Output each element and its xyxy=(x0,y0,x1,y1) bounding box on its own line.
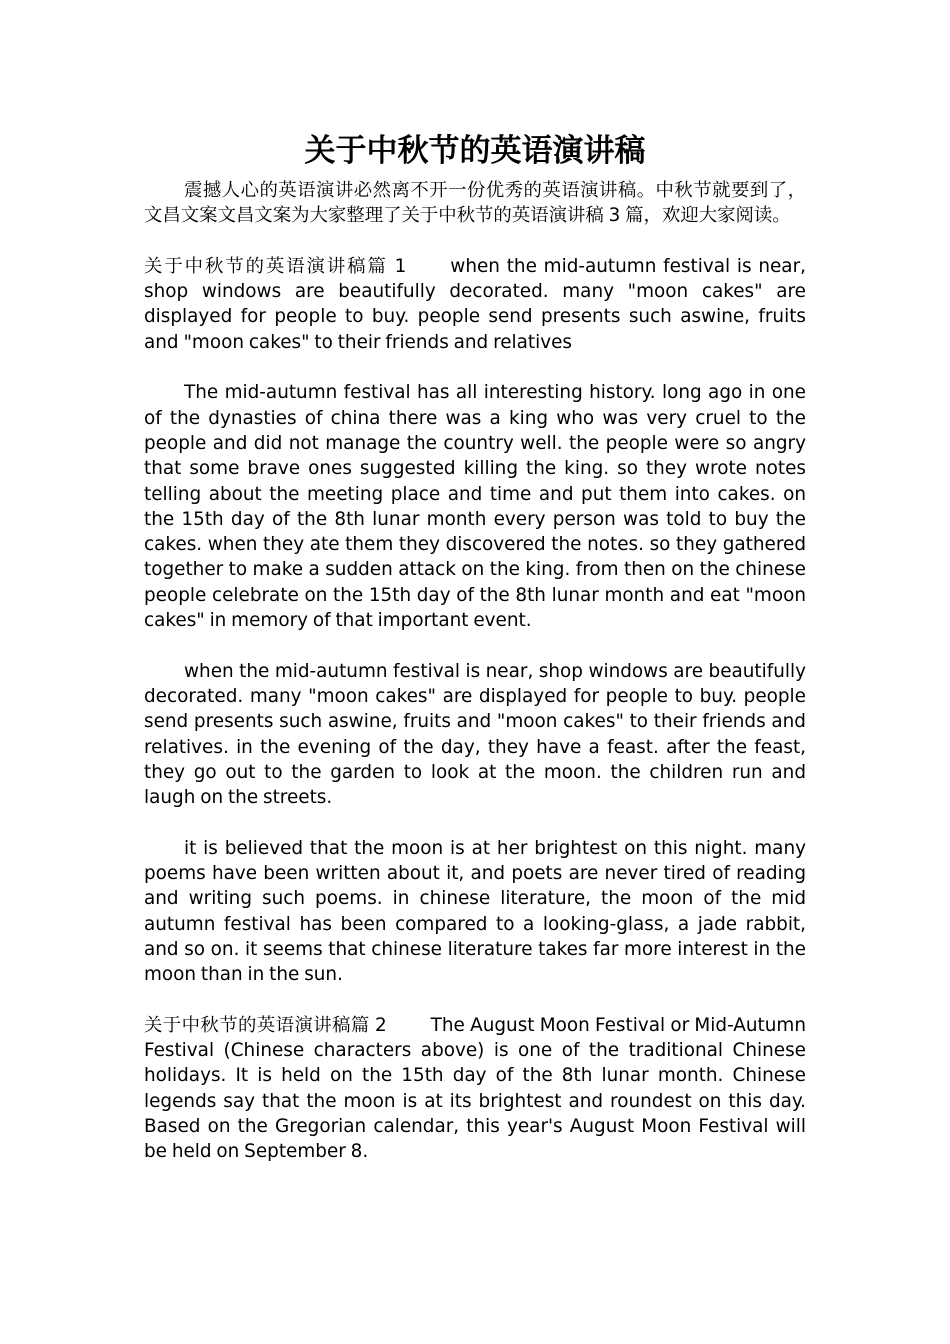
section-2-paragraph xyxy=(144,1013,806,1165)
intro-paragraph: 震撼人心的英语演讲必然离不开一份优秀的英语演讲稿。中秋节就要到了，文昌文案文昌文案为大家整理了关于中秋节的英语演讲稿 3 篇，欢迎大家阅读。 xyxy=(144,180,806,227)
document-body xyxy=(144,128,806,1165)
section-2-heading: 关于中秋节的英语演讲稿篇 2 xyxy=(144,1014,387,1036)
document-title: 关于中秋节的英语演讲稿 xyxy=(304,133,646,169)
section-2-lead-text: The August Moon Festival or Mid-Autumn Festival (Chinese characters above) is one of the traditional Chinese holidays. It is held on the 15th day of the 8th lunar month. Chinese legends say that the moon is at its brightest and roundest on this day. Based on the Gregorian calendar, this year's August Moon Festival will be held on September 8. xyxy=(144,1014,806,1163)
celebration-paragraph: when the mid-autumn festival is near, shop windows are beautifully decorated. many "moon cakes" are displayed for people to buy. people send presents such aswine, fruits and "moon cakes" to their friends and relatives. in the evening of the day, they have a feast. after the feast, they go out to the garden to look at the moon. the children run and laugh on the streets. xyxy=(144,660,806,809)
section-1-paragraph xyxy=(144,254,806,355)
poetry-paragraph: it is believed that the moon is at her brightest on this night. many poems have been written about it, and poets are never tired of reading and writing such poems. in chinese literature, the moon of the mid autumn festival has been compared to a looking-glass, a jade rabbit, and so on. it seems that chinese literature takes far more interest in the moon than in the sun. xyxy=(144,837,806,986)
history-paragraph: The mid-autumn festival has all interesting history. long ago in one of the dynasties of china there was a king who was very cruel to the people and did not manage the country well. the people were so angry that some brave ones suggested killing the king. so they wrote notes telling about the meeting place and time and put them into cakes. on the 15th day of the 8th lunar month every person was told to buy the cakes. when they ate them they discovered the notes. so they gathered together to make a sudden attack on the king. from then on the chinese people celebrate on the 15th day of the 8th lunar month and eat "moon cakes" in memory of that important event. xyxy=(144,382,806,632)
section-1-lead-text: when the mid-autumn festival is near, shop windows are beautifully decorated. many "moon cakes" are displayed for people to buy. people send presents such aswine, fruits and "moon cakes" to their friends and relatives xyxy=(144,255,806,353)
section-1-heading: 关于中秋节的英语演讲稿篇 1 xyxy=(144,255,407,277)
